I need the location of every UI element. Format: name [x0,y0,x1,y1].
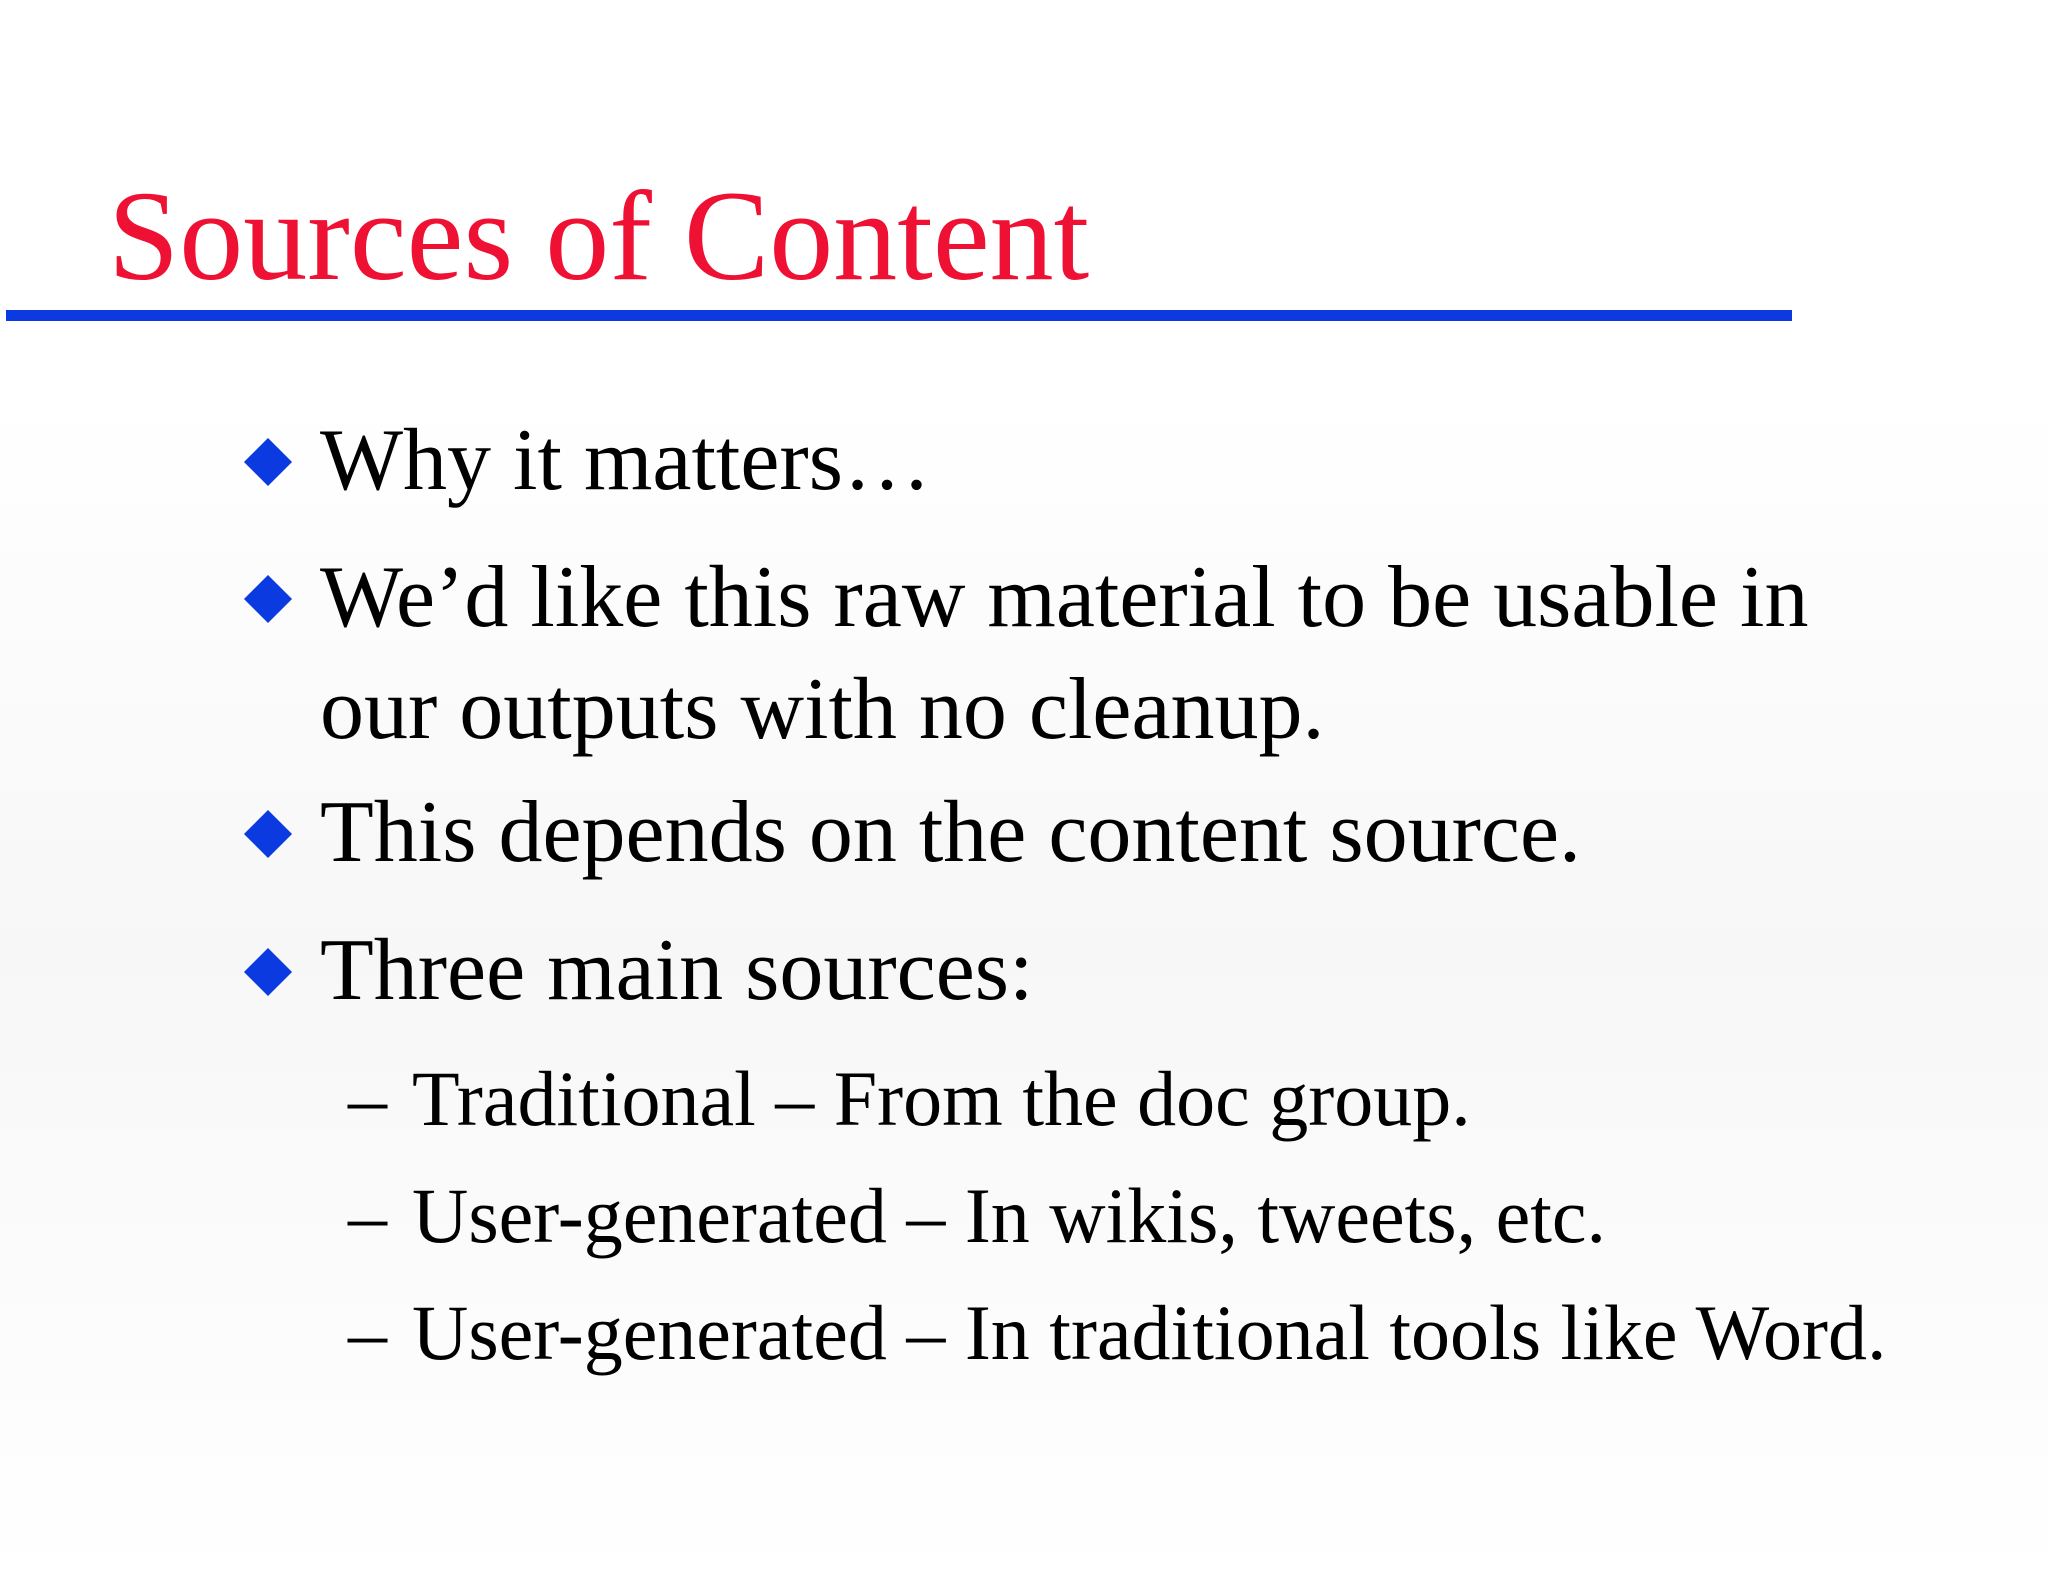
sub-bullet-user-generated-word [348,1283,1886,1383]
bullet-raw-material-line-2: our outputs with no cleanup. [320,661,1325,758]
sub-bullet-text: User-generated – In wikis, tweets, etc. [412,1172,1606,1259]
bullet-content-source: This depends on the content source. [320,784,1582,881]
diamond-icon [244,948,292,996]
title-underline [6,310,1792,321]
diamond-icon [244,810,292,858]
dash-marker: – [348,1289,387,1376]
diamond-icon [244,575,292,623]
bullet-three-main-sources: Three main sources: [320,922,1034,1019]
sub-bullet-traditional [348,1049,1471,1149]
dash-marker: – [348,1055,387,1142]
bullet-raw-material-line-1: We’d like this raw material to be usable in [320,549,1809,646]
dash-marker: – [348,1172,387,1259]
bullet-why-it-matters: Why it matters… [320,412,931,509]
sub-bullet-text: User-generated – In traditional tools like Word. [412,1289,1887,1376]
sub-bullet-text: Traditional – From the doc group. [412,1055,1471,1142]
sub-bullet-user-generated-wikis [348,1166,1606,1266]
slide-title: Sources of Content [108,165,1090,307]
diamond-icon [244,438,292,486]
